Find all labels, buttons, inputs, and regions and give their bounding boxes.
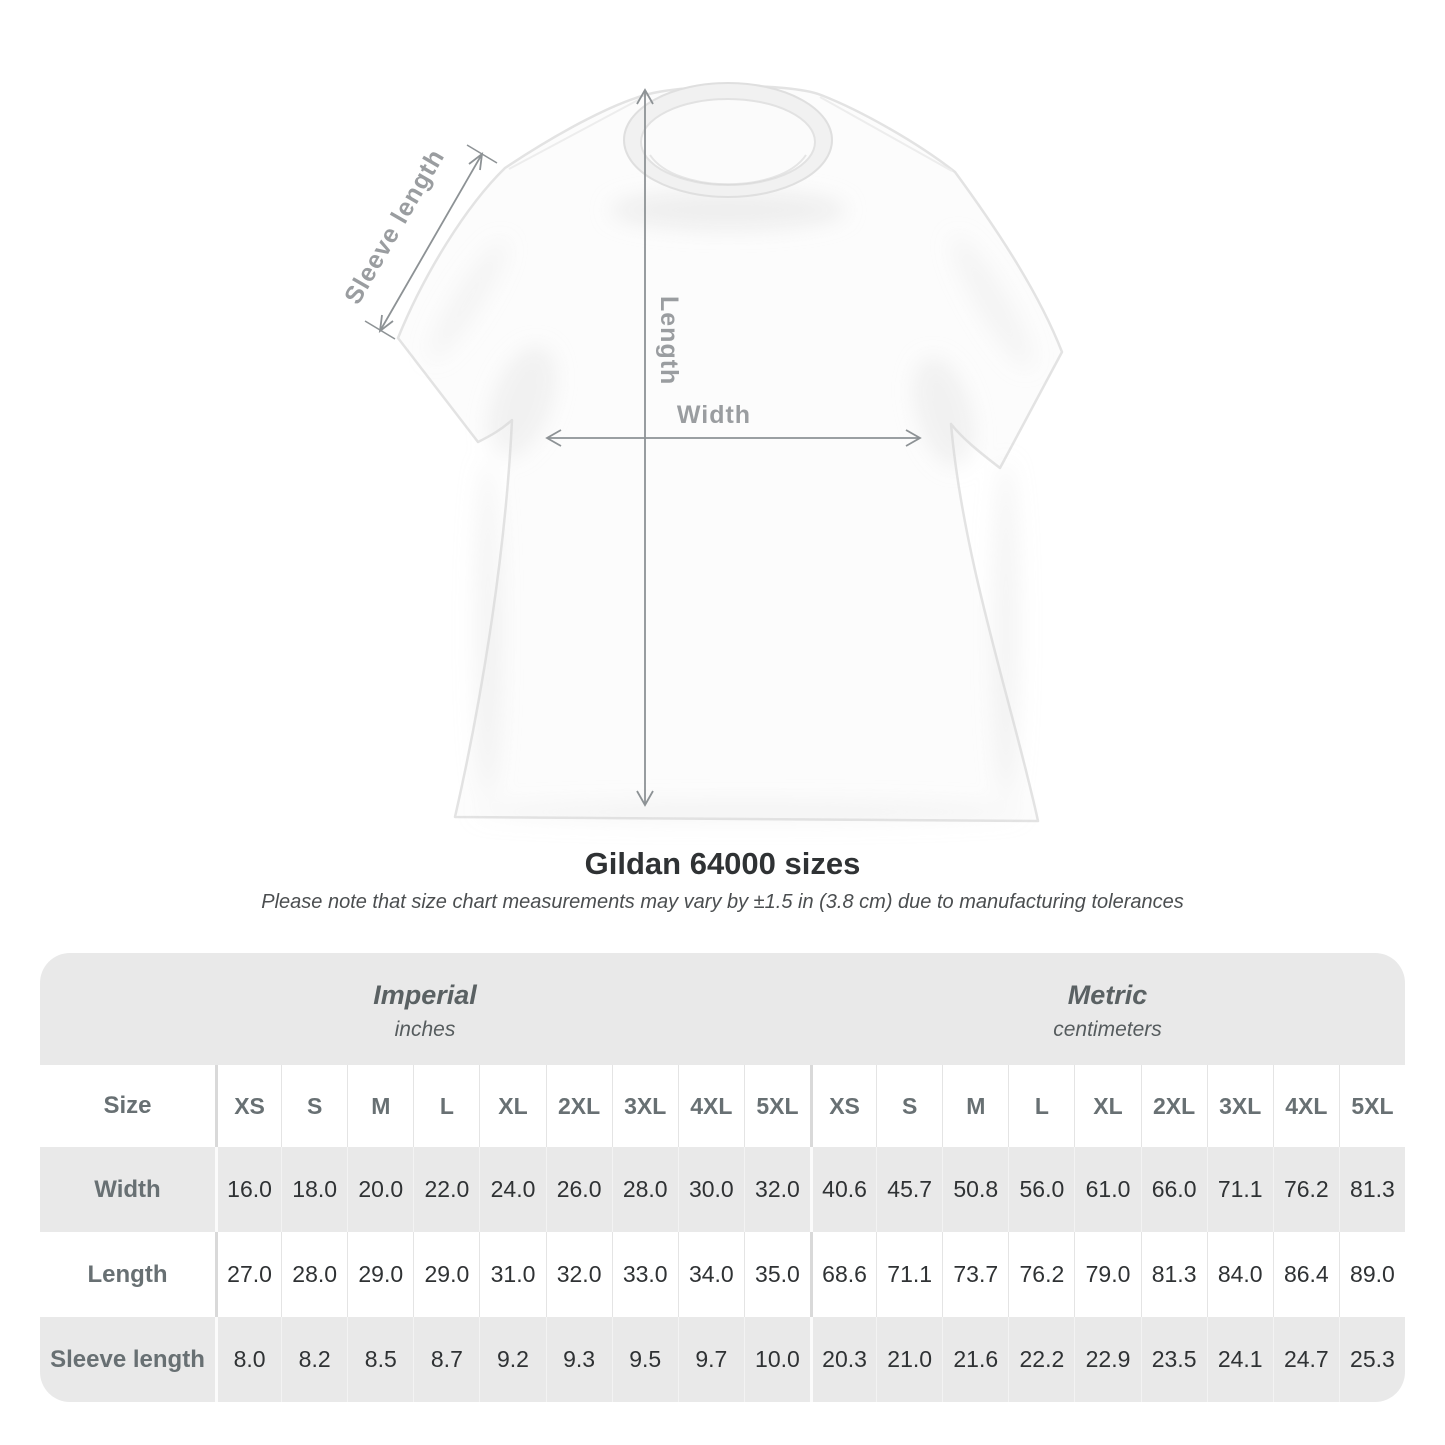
value-cell-imperial: 35.0 — [744, 1232, 810, 1317]
value-cell-metric: 40.6 — [810, 1147, 876, 1232]
value-cell-imperial: 22.0 — [413, 1147, 479, 1232]
size-column-header-imperial: 4XL — [678, 1065, 744, 1147]
value-cell-imperial: 9.5 — [612, 1317, 678, 1402]
size-column-header-imperial: 5XL — [744, 1065, 810, 1147]
value-cell-metric: 25.3 — [1339, 1317, 1405, 1402]
value-cell-metric: 76.2 — [1273, 1147, 1339, 1232]
row-label-length: Length — [87, 1260, 168, 1288]
value-cell-metric: 89.0 — [1339, 1232, 1405, 1317]
size-column-header-imperial: XL — [479, 1065, 545, 1147]
size-column-header-imperial: M — [347, 1065, 413, 1147]
size-chart-note: Please note that size chart measurements may vary by ±1.5 in (3.8 cm) due to manufacturing tolerances — [261, 891, 1184, 913]
value-cell-metric: 50.8 — [942, 1147, 1008, 1232]
value-cell-imperial: 28.0 — [612, 1147, 678, 1232]
unit-header-imperial — [40, 953, 810, 1065]
size-column-header-metric: 4XL — [1273, 1065, 1339, 1147]
tshirt-silhouette — [398, 83, 1062, 822]
value-cell-metric: 86.4 — [1273, 1232, 1339, 1317]
value-cell-metric: 76.2 — [1008, 1232, 1074, 1317]
value-cell-imperial: 32.0 — [546, 1232, 612, 1317]
imperial-unit-label: inches — [394, 1018, 456, 1041]
size-column-header-imperial: XS — [215, 1065, 281, 1147]
size-column-header-imperial: S — [281, 1065, 347, 1147]
metric-label: Metric — [1067, 980, 1148, 1010]
value-cell-metric: 73.7 — [942, 1232, 1008, 1317]
size-chart-title: Gildan 64000 sizes — [584, 846, 861, 881]
size-column-header-metric: S — [876, 1065, 942, 1147]
value-cell-imperial: 10.0 — [744, 1317, 810, 1402]
size-column-header-metric: 5XL — [1339, 1065, 1405, 1147]
value-cell-metric: 71.1 — [1207, 1147, 1273, 1232]
size-header-label: Size — [103, 1092, 152, 1119]
size-column-header-imperial: 3XL — [612, 1065, 678, 1147]
value-cell-metric: 81.3 — [1339, 1147, 1405, 1232]
value-cell-metric: 21.6 — [942, 1317, 1008, 1402]
size-column-header-metric: XS — [810, 1065, 876, 1147]
row-label-sleeve-length: Sleeve length — [50, 1345, 205, 1373]
value-cell-imperial: 8.5 — [347, 1317, 413, 1402]
length-label: Length — [655, 296, 683, 386]
value-cell-imperial: 24.0 — [479, 1147, 545, 1232]
sleeve-length-row — [40, 1317, 1405, 1402]
value-cell-imperial: 30.0 — [678, 1147, 744, 1232]
value-cell-metric: 23.5 — [1141, 1317, 1207, 1402]
value-cell-metric: 68.6 — [810, 1232, 876, 1317]
value-cell-metric: 22.2 — [1008, 1317, 1074, 1402]
value-cell-imperial: 29.0 — [347, 1232, 413, 1317]
size-column-header-metric: XL — [1074, 1065, 1140, 1147]
value-cell-metric: 84.0 — [1207, 1232, 1273, 1317]
sleeve-length-label: Sleeve length — [338, 144, 451, 309]
value-cell-imperial: 33.0 — [612, 1232, 678, 1317]
value-cell-imperial: 26.0 — [546, 1147, 612, 1232]
value-cell-imperial: 32.0 — [744, 1147, 810, 1232]
value-cell-imperial: 9.3 — [546, 1317, 612, 1402]
value-cell-imperial: 9.7 — [678, 1317, 744, 1402]
size-column-header-metric: 3XL — [1207, 1065, 1273, 1147]
value-cell-imperial: 8.2 — [281, 1317, 347, 1402]
value-cell-imperial: 28.0 — [281, 1232, 347, 1317]
size-column-header-metric: 2XL — [1141, 1065, 1207, 1147]
unit-header-metric — [810, 953, 1405, 1065]
value-cell-imperial: 8.0 — [215, 1317, 281, 1402]
size-column-header-imperial: L — [413, 1065, 479, 1147]
size-table — [40, 953, 1405, 1402]
value-cell-metric: 81.3 — [1141, 1232, 1207, 1317]
value-cell-imperial: 20.0 — [347, 1147, 413, 1232]
value-cell-metric: 22.9 — [1074, 1317, 1140, 1402]
value-cell-imperial: 8.7 — [413, 1317, 479, 1402]
value-cell-metric: 71.1 — [876, 1232, 942, 1317]
value-cell-metric: 20.3 — [810, 1317, 876, 1402]
size-column-header-imperial: 2XL — [546, 1065, 612, 1147]
collar — [624, 83, 832, 197]
value-cell-metric: 24.1 — [1207, 1317, 1273, 1402]
unit-header-band — [40, 953, 1405, 1065]
value-cell-metric: 61.0 — [1074, 1147, 1140, 1232]
size-header-row — [40, 1065, 1405, 1147]
value-cell-metric: 21.0 — [876, 1317, 942, 1402]
metric-unit-label: centimeters — [1053, 1018, 1162, 1041]
value-cell-imperial: 31.0 — [479, 1232, 545, 1317]
value-cell-imperial: 18.0 — [281, 1147, 347, 1232]
width-row — [40, 1147, 1405, 1232]
value-cell-imperial: 16.0 — [215, 1147, 281, 1232]
size-column-header-metric: M — [942, 1065, 1008, 1147]
value-cell-imperial: 34.0 — [678, 1232, 744, 1317]
size-column-header-metric: L — [1008, 1065, 1074, 1147]
value-cell-metric: 79.0 — [1074, 1232, 1140, 1317]
value-cell-metric: 45.7 — [876, 1147, 942, 1232]
value-cell-metric: 66.0 — [1141, 1147, 1207, 1232]
value-cell-imperial: 29.0 — [413, 1232, 479, 1317]
value-cell-metric: 56.0 — [1008, 1147, 1074, 1232]
width-label: Width — [676, 401, 752, 429]
value-cell-imperial: 27.0 — [215, 1232, 281, 1317]
imperial-label: Imperial — [373, 980, 477, 1010]
length-row — [40, 1232, 1405, 1317]
value-cell-metric: 24.7 — [1273, 1317, 1339, 1402]
row-label-width: Width — [94, 1175, 161, 1203]
value-cell-imperial: 9.2 — [479, 1317, 545, 1402]
